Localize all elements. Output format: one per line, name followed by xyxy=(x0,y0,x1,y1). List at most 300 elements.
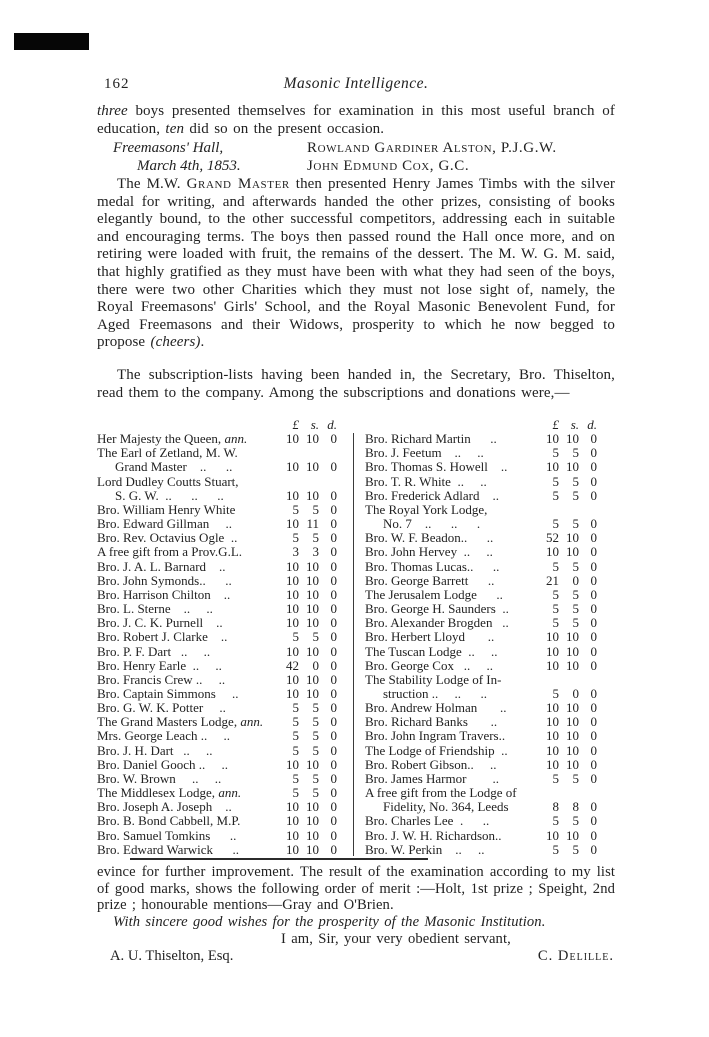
amount-pounds: 10 xyxy=(286,827,299,843)
donor-name: Bro. Andrew Holman .. xyxy=(365,701,507,716)
subscription-row xyxy=(365,560,597,574)
amount-pence: 0 xyxy=(590,742,597,758)
amount-shillings: 10 xyxy=(306,487,319,503)
subscription-row xyxy=(97,744,337,758)
subscription-row xyxy=(365,772,597,786)
amount-pounds: 10 xyxy=(546,459,559,475)
dateline-signatories xyxy=(307,139,557,175)
donor-name: Bro. W. Perkin .. .. xyxy=(365,842,485,857)
amount-pounds: 5 xyxy=(292,728,299,744)
amount-pence: 0 xyxy=(330,544,337,560)
amount-pounds: 5 xyxy=(552,586,559,602)
subscription-row xyxy=(365,673,597,701)
amount-pence: 0 xyxy=(590,516,597,532)
subscription-row xyxy=(97,814,337,828)
amount-shillings: 10 xyxy=(306,827,319,843)
donor-name: S. G. W. .. .. .. xyxy=(115,488,224,503)
amount-pounds: 8 xyxy=(552,799,559,815)
amount-pounds: 5 xyxy=(552,685,559,701)
subscription-row xyxy=(97,531,337,545)
amount-shillings: 10 xyxy=(306,558,319,574)
amount-pence: 0 xyxy=(330,431,337,447)
amount-pounds: 5 xyxy=(552,473,559,489)
donor-name: Bro. W. F. Beadon.. .. xyxy=(365,531,494,546)
amount-pounds: 52 xyxy=(546,530,559,546)
donor-name: Bro. Joseph A. Joseph .. xyxy=(97,800,232,815)
subscription-row xyxy=(365,829,597,843)
donor-name: Bro. T. R. White .. .. xyxy=(365,474,487,489)
letter-body-paragraph: evince for further improvement. The result of the examination according to my list of good marks, shows the following order of merit :—Holt, 1st prize ; Speight, 2nd prize ; honourable mentions—Gray and O'Brien. xyxy=(97,864,615,914)
donor-name: Bro. John Symonds.. .. xyxy=(97,573,232,588)
amount-pence: 0 xyxy=(330,742,337,758)
subscription-row xyxy=(365,460,597,474)
dateline-place-date xyxy=(113,139,241,175)
text-segment: (cheers) xyxy=(150,334,201,351)
subscription-row xyxy=(365,645,597,659)
letter-valediction: I am, Sir, your very obedient servant, xyxy=(281,931,511,947)
amount-pence: 0 xyxy=(590,615,597,631)
amount-shillings: 5 xyxy=(572,487,579,503)
amount-shillings: 10 xyxy=(566,643,579,659)
amount-pounds: 21 xyxy=(546,572,559,588)
amount-pounds: £ xyxy=(292,417,299,432)
text-segment: Grand Master xyxy=(186,176,290,192)
amount-pounds: 10 xyxy=(286,615,299,631)
amount-shillings: 10 xyxy=(306,431,319,447)
subscription-row xyxy=(97,772,337,786)
donor-name: Bro. Harrison Chilton .. xyxy=(97,587,231,602)
donor-name: The Royal York Lodge, xyxy=(365,501,488,517)
signatory-name: John Edmund Cox, G.C. xyxy=(307,158,470,175)
amount-pounds: 10 xyxy=(286,431,299,447)
amount-pounds: 10 xyxy=(286,572,299,588)
amount-shillings: 10 xyxy=(306,572,319,588)
subscription-row xyxy=(365,786,597,814)
amount-pounds: 5 xyxy=(552,445,559,461)
donor-name: Bro. Henry Earle .. .. xyxy=(97,658,222,673)
amount-shillings: 10 xyxy=(566,700,579,716)
amount-pounds: 5 xyxy=(292,700,299,716)
amount-pounds: 10 xyxy=(546,827,559,843)
amount-shillings: s. xyxy=(310,417,319,432)
donor-name: Bro. Rev. Octavius Ogle .. xyxy=(97,531,238,546)
amount-shillings: 5 xyxy=(572,516,579,532)
letter-wishes-line: With sincere good wishes for the prosperity of the Masonic Institution. xyxy=(113,914,546,930)
subscription-column-left xyxy=(97,418,337,857)
donor-name: The Middlesex Lodge, ann. xyxy=(97,786,242,801)
amount-pence: 0 xyxy=(590,473,597,489)
amount-pounds: 5 xyxy=(292,785,299,801)
amount-pence: 0 xyxy=(590,459,597,475)
subscription-row xyxy=(365,744,597,758)
column-divider-rule xyxy=(353,433,354,856)
amount-shillings: 10 xyxy=(566,629,579,645)
donor-name: Bro. Charles Lee . .. xyxy=(365,814,490,829)
text-segment: ten xyxy=(165,120,185,137)
amount-pence: 0 xyxy=(590,714,597,730)
signatory-name: Rowland Gardiner Alston, P.J.G.W. xyxy=(307,140,557,156)
scan-redaction-mark xyxy=(14,33,89,50)
dateline-date: March 4th, 1853. xyxy=(137,158,241,175)
amount-pounds: 5 xyxy=(292,770,299,786)
subscription-row xyxy=(97,503,337,517)
subscription-row xyxy=(365,729,597,743)
subscription-row xyxy=(365,588,597,602)
amount-pence: 0 xyxy=(590,827,597,843)
text-segment: then presented Henry James Timbs with the silver medal for writing, and afterwards handed the other prizes, consisting of books elegantly bound, to the other successful competitors, addressing each in suitable and encouraging terms. The boys then passed round the Hall once more, and on retiring were loaded with fruit, the remains of the dessert. The M. W. G. M. said, that highly gratified as they must have been with what they had seen of the boys, there were two other Charities which they must not lose sight of, namely, the Royal Freemasons' Girls' School, and the Royal Masonic Benevolent Fund, for Aged Freemasons and their Widows, prosperity to which he now begged to propose xyxy=(97,176,615,351)
donor-name: Bro. George Cox .. .. xyxy=(365,658,493,673)
subscription-row xyxy=(365,814,597,828)
subscription-row xyxy=(97,432,337,446)
donor-name: Fidelity, No. 364, Leeds xyxy=(383,800,509,815)
subscription-row xyxy=(365,446,597,460)
amount-shillings: 8 xyxy=(572,799,579,815)
amount-pounds: 10 xyxy=(546,756,559,772)
amount-pence: 0 xyxy=(330,487,337,503)
currency-header xyxy=(97,418,337,432)
amount-pence: 0 xyxy=(590,841,597,857)
amount-shillings: 0 xyxy=(572,572,579,588)
amount-shillings: 10 xyxy=(566,827,579,843)
amount-pounds: 10 xyxy=(546,544,559,560)
amount-pounds: 5 xyxy=(552,516,559,532)
amount-shillings: 10 xyxy=(566,530,579,546)
amount-pence: d. xyxy=(587,417,597,432)
amount-pounds: 10 xyxy=(286,813,299,829)
subscription-row xyxy=(97,588,337,602)
subscription-row xyxy=(97,786,337,800)
amount-pence: 0 xyxy=(330,714,337,730)
subscription-row xyxy=(365,659,597,673)
amount-shillings: 10 xyxy=(306,615,319,631)
amount-shillings: 10 xyxy=(306,459,319,475)
signature-row xyxy=(110,948,614,965)
amount-pounds: 10 xyxy=(286,487,299,503)
donor-name: Bro. P. F. Dart .. .. xyxy=(97,644,211,659)
amount-shillings: 5 xyxy=(312,770,319,786)
amount-pounds: 10 xyxy=(286,841,299,857)
amount-shillings: 5 xyxy=(572,558,579,574)
donor-name: Bro. Richard Banks .. xyxy=(365,715,498,730)
amount-shillings: 0 xyxy=(312,657,319,673)
amount-pence: 0 xyxy=(330,799,337,815)
amount-pence: 0 xyxy=(330,728,337,744)
amount-pence: 0 xyxy=(330,586,337,602)
letter-signature: C. Delille. xyxy=(537,948,614,964)
amount-pence: 0 xyxy=(330,629,337,645)
donor-name: Bro. Samuel Tomkins .. xyxy=(97,828,237,843)
donor-name: Lord Dudley Coutts Stuart, xyxy=(97,473,239,489)
amount-pounds: 10 xyxy=(546,629,559,645)
donor-name: Bro. Captain Simmons .. xyxy=(97,686,239,701)
donor-name xyxy=(365,418,537,432)
donor-name: Bro. Thomas Lucas.. .. xyxy=(365,559,500,574)
amount-pounds: 10 xyxy=(286,671,299,687)
amount-pence: 0 xyxy=(590,572,597,588)
subscription-row xyxy=(365,503,597,531)
donor-name: struction .. .. .. xyxy=(383,686,487,701)
amount-shillings: 10 xyxy=(306,813,319,829)
subscription-row xyxy=(365,489,597,503)
amount-shillings: 10 xyxy=(306,643,319,659)
text-segment: . xyxy=(200,334,205,351)
subscription-row xyxy=(365,432,597,446)
donor-name: Bro. Herbert Lloyd .. xyxy=(365,630,495,645)
subscription-row xyxy=(97,729,337,743)
subscription-row xyxy=(97,645,337,659)
amount-pounds: 5 xyxy=(292,501,299,517)
donor-name: The Grand Masters Lodge, ann. xyxy=(97,715,264,730)
text-segment: boys presented themselves for examination in this most useful branch of education, xyxy=(97,103,615,137)
donor-name: Bro. Robert J. Clarke .. xyxy=(97,630,228,645)
text-segment: three xyxy=(97,103,128,119)
donor-name: Bro. Robert Gibson.. .. xyxy=(365,757,497,772)
amount-shillings: 5 xyxy=(572,601,579,617)
amount-pence: 0 xyxy=(330,671,337,687)
donor-name: Bro. Francis Crew .. .. xyxy=(97,672,226,687)
amount-pence: 0 xyxy=(330,572,337,588)
amount-shillings: 5 xyxy=(572,615,579,631)
amount-pounds: 10 xyxy=(546,714,559,730)
amount-pence: 0 xyxy=(330,601,337,617)
section-divider-rule xyxy=(130,858,428,860)
amount-pounds: 5 xyxy=(552,841,559,857)
amount-pounds: 10 xyxy=(546,643,559,659)
amount-shillings: 10 xyxy=(306,685,319,701)
amount-shillings: 5 xyxy=(312,700,319,716)
subscription-row xyxy=(97,574,337,588)
donor-name: Bro. J. A. L. Barnard .. xyxy=(97,559,226,574)
donor-name: No. 7 .. .. . xyxy=(383,517,481,532)
amount-pence: 0 xyxy=(590,629,597,645)
donor-name: Bro. J. W. H. Richardson.. xyxy=(365,828,502,843)
subscription-row xyxy=(365,701,597,715)
amount-shillings: 5 xyxy=(312,742,319,758)
amount-shillings: 5 xyxy=(572,841,579,857)
donor-name: Bro. J. H. Dart .. .. xyxy=(97,743,213,758)
subscription-row xyxy=(365,475,597,489)
amount-pence: 0 xyxy=(590,799,597,815)
amount-shillings: 5 xyxy=(312,629,319,645)
donor-name: Bro. Edward Warwick .. xyxy=(97,842,240,857)
amount-shillings: 10 xyxy=(306,799,319,815)
amount-pounds: 10 xyxy=(286,685,299,701)
amount-shillings: 10 xyxy=(566,544,579,560)
dateline-place: Freemasons' Hall, xyxy=(113,140,224,156)
amount-shillings: 10 xyxy=(566,742,579,758)
donor-name: Bro. Richard Martin .. xyxy=(365,432,497,447)
amount-pence: 0 xyxy=(590,586,597,602)
donor-name: Bro. J. C. K. Purnell .. xyxy=(97,616,223,631)
amount-shillings: 10 xyxy=(306,841,319,857)
subscription-row xyxy=(365,602,597,616)
amount-pence: 0 xyxy=(590,770,597,786)
amount-shillings: 3 xyxy=(312,544,319,560)
amount-pounds: 3 xyxy=(292,544,299,560)
amount-pounds: 10 xyxy=(286,643,299,659)
subscription-row xyxy=(97,630,337,644)
presentation-paragraph xyxy=(97,176,615,352)
donor-name: Bro. L. Sterne .. .. xyxy=(97,602,213,617)
subscription-row xyxy=(97,517,337,531)
subscription-row xyxy=(97,843,337,857)
donor-name: Bro. John Ingram Travers.. xyxy=(365,729,506,744)
amount-shillings: 10 xyxy=(566,714,579,730)
text-segment: The M.W. xyxy=(117,176,187,192)
subscription-row xyxy=(365,574,597,588)
donor-name: Her Majesty the Queen, ann. xyxy=(97,432,248,447)
subscription-column-right xyxy=(365,418,597,857)
subscription-row xyxy=(97,800,337,814)
intro-paragraph xyxy=(97,103,615,138)
amount-pence: 0 xyxy=(330,813,337,829)
letter-addressee: A. U. Thiselton, Esq. xyxy=(110,948,234,964)
donor-name: Bro. Thomas S. Howell .. xyxy=(365,460,508,475)
subscription-row xyxy=(365,616,597,630)
amount-shillings: 10 xyxy=(566,756,579,772)
donor-name: Bro. Edward Gillman .. xyxy=(97,517,233,532)
subscription-row xyxy=(97,446,337,474)
amount-pence: 0 xyxy=(330,756,337,772)
donor-name: Bro. B. Bond Cabbell, M.P. xyxy=(97,814,241,829)
donor-name: Bro. Daniel Gooch .. .. xyxy=(97,757,229,772)
amount-pence: 0 xyxy=(590,657,597,673)
amount-pence: 0 xyxy=(590,700,597,716)
amount-pence: 0 xyxy=(590,601,597,617)
running-title: Masonic Intelligence. xyxy=(283,75,429,92)
amount-shillings: 10 xyxy=(566,657,579,673)
amount-shillings: 5 xyxy=(572,473,579,489)
amount-pence: 0 xyxy=(590,431,597,447)
donor-name: Grand Master .. .. xyxy=(115,460,233,475)
amount-pounds: 5 xyxy=(292,629,299,645)
amount-pounds: 5 xyxy=(552,770,559,786)
donor-name: Bro. William Henry White xyxy=(97,502,236,517)
amount-pounds: £ xyxy=(552,417,559,432)
amount-pence: 0 xyxy=(330,685,337,701)
amount-pounds: 5 xyxy=(292,714,299,730)
subscription-row xyxy=(97,715,337,729)
amount-shillings: 5 xyxy=(572,813,579,829)
subscription-row xyxy=(365,630,597,644)
subscription-row xyxy=(365,545,597,559)
subscription-row xyxy=(365,843,597,857)
amount-pence: 0 xyxy=(330,501,337,517)
donor-name: Mrs. George Leach .. .. xyxy=(97,729,230,744)
amount-pence: 0 xyxy=(590,685,597,701)
amount-pence: 0 xyxy=(590,728,597,744)
amount-shillings: 10 xyxy=(306,756,319,772)
amount-pounds: 10 xyxy=(546,657,559,673)
amount-pounds: 10 xyxy=(286,601,299,617)
amount-shillings: 5 xyxy=(312,530,319,546)
amount-pounds: 5 xyxy=(292,742,299,758)
amount-shillings: 10 xyxy=(306,601,319,617)
page-number: 162 xyxy=(104,76,130,92)
page-header xyxy=(97,75,615,93)
amount-pounds: 5 xyxy=(552,601,559,617)
amount-pence: 0 xyxy=(330,657,337,673)
amount-pounds: 10 xyxy=(286,516,299,532)
amount-pence: 0 xyxy=(330,770,337,786)
subscription-row xyxy=(97,701,337,715)
amount-shillings: 10 xyxy=(566,431,579,447)
amount-pence: 0 xyxy=(330,841,337,857)
subscription-row xyxy=(97,602,337,616)
amount-shillings: 0 xyxy=(572,685,579,701)
amount-pence: 0 xyxy=(330,530,337,546)
donor-name: The Jerusalem Lodge .. xyxy=(365,587,503,602)
donor-name: Bro. J. Feetum .. .. xyxy=(365,446,484,461)
amount-pence: 0 xyxy=(590,813,597,829)
amount-pounds: 10 xyxy=(286,558,299,574)
donor-name: A free gift from a Prov.G.L. xyxy=(97,545,243,560)
amount-pounds: 10 xyxy=(546,431,559,447)
amount-shillings: 5 xyxy=(312,714,319,730)
amount-shillings: 11 xyxy=(306,516,319,532)
amount-pence: 0 xyxy=(590,530,597,546)
subscription-row xyxy=(365,715,597,729)
amount-pounds: 5 xyxy=(552,813,559,829)
donor-name: The Earl of Zetland, M. W. xyxy=(97,445,238,461)
donor-name xyxy=(97,418,277,432)
currency-header xyxy=(365,418,597,432)
amount-pence: 0 xyxy=(330,459,337,475)
donor-name: Bro. Frederick Adlard .. xyxy=(365,488,499,503)
donor-name: The Lodge of Friendship .. xyxy=(365,743,508,758)
amount-pence: d. xyxy=(327,417,337,432)
amount-pounds: 5 xyxy=(552,558,559,574)
amount-pounds: 5 xyxy=(292,530,299,546)
subscription-row xyxy=(97,659,337,673)
amount-pence: 0 xyxy=(590,544,597,560)
subscription-row xyxy=(97,545,337,559)
donor-name: Bro. John Hervey .. .. xyxy=(365,545,493,560)
subscription-row xyxy=(365,758,597,772)
donor-name: The Stability Lodge of In- xyxy=(365,671,502,687)
amount-pence: 0 xyxy=(330,615,337,631)
amount-pounds: 10 xyxy=(546,742,559,758)
donor-name: Bro. W. Brown .. .. xyxy=(97,771,222,786)
subscription-row xyxy=(97,560,337,574)
amount-shillings: 5 xyxy=(572,445,579,461)
amount-shillings: 5 xyxy=(572,586,579,602)
amount-pence: 0 xyxy=(330,700,337,716)
amount-pence: 0 xyxy=(330,827,337,843)
subscription-row xyxy=(97,687,337,701)
donor-name: Bro. Alexander Brogden .. xyxy=(365,616,509,631)
text-segment: did so on the present occasion. xyxy=(184,120,385,137)
subscription-row xyxy=(97,829,337,843)
amount-pounds: 5 xyxy=(552,615,559,631)
amount-shillings: 5 xyxy=(572,770,579,786)
amount-shillings: 5 xyxy=(312,728,319,744)
amount-pounds: 10 xyxy=(546,700,559,716)
amount-pounds: 10 xyxy=(286,459,299,475)
amount-pounds: 10 xyxy=(286,756,299,772)
subscription-row xyxy=(97,475,337,503)
amount-pence: 0 xyxy=(590,487,597,503)
donor-name: Bro. G. W. K. Potter .. xyxy=(97,701,226,716)
amount-pounds: 42 xyxy=(286,657,299,673)
subscription-row xyxy=(97,673,337,687)
amount-shillings: 5 xyxy=(312,785,319,801)
amount-pounds: 5 xyxy=(552,487,559,503)
subscription-intro-paragraph: The subscription-lists having been handed in, the Secretary, Bro. Thiselton, read them to the company. Among the subscriptions and donations were,— xyxy=(97,367,615,401)
subscription-row xyxy=(97,616,337,630)
amount-shillings: 5 xyxy=(312,501,319,517)
amount-pence: 0 xyxy=(330,558,337,574)
